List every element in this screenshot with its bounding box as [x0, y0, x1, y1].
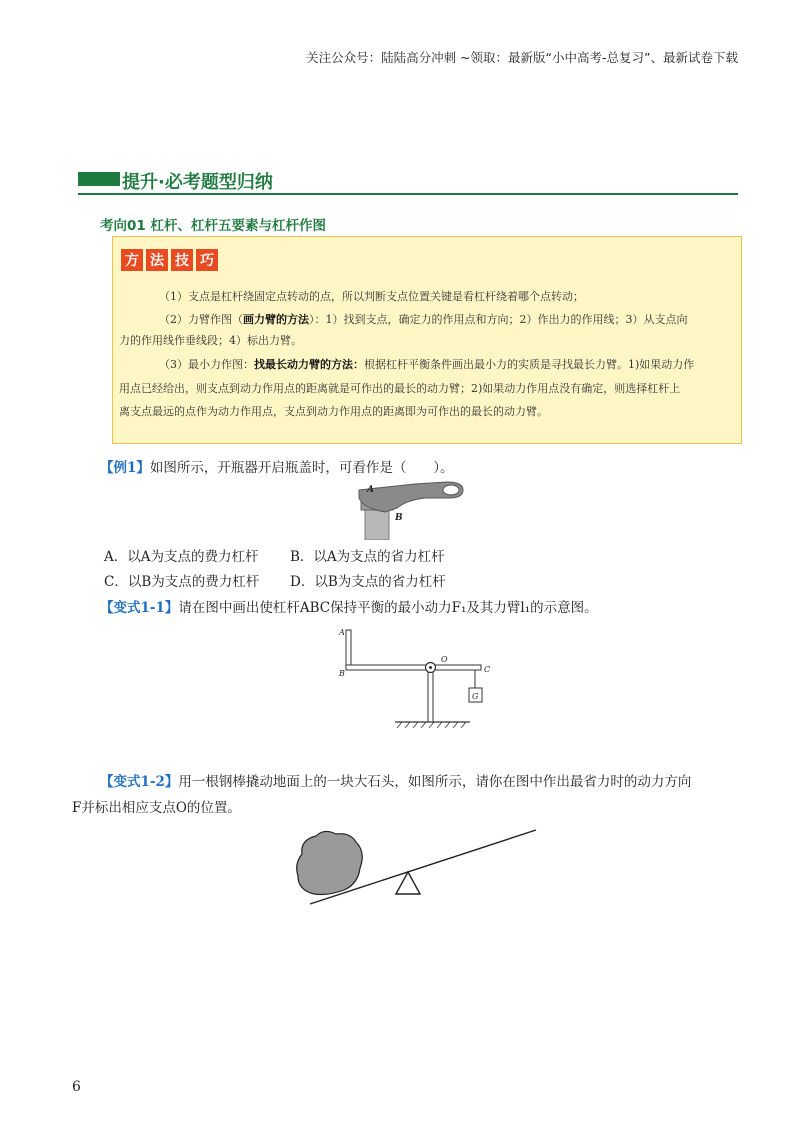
- tips-box: [112, 236, 742, 444]
- tip-line-2: [159, 312, 688, 328]
- variant-1-1-text: 请在图中画出使杠杆ABC保持平衡的最小动力F₁及其力臂l₁的示意图。: [178, 600, 598, 616]
- tip-line-4-pre: （3）最小力作图：: [159, 358, 254, 371]
- tip-line-4-bold: 找最长动力臂的方法：: [254, 358, 364, 371]
- option-d: D．以B为支点的省力杠杆: [290, 574, 446, 590]
- ground-hatch: [397, 722, 466, 728]
- section-title: 提升·必考题型归纳: [122, 172, 273, 193]
- section-underline: [78, 193, 738, 195]
- tips-badge-char: 巧: [196, 249, 218, 271]
- topic-heading: 考向01 杠杆、杠杆五要素与杠杆作图: [100, 218, 326, 234]
- page-number: 6: [72, 1079, 81, 1095]
- tip-line-4-post: 根据杠杆平衡条件画出最小力的实质是寻找最长力臂。1)如果动力作: [364, 358, 695, 371]
- example-1-text: 如图所示，开瓶器开启瓶盖时，可看作是（ ）。: [149, 460, 454, 476]
- label-o: O: [441, 655, 448, 664]
- tip-line-2-bold: 画力臂的方法: [243, 313, 309, 326]
- variant-1-1-tag: 【变式1-1】: [100, 600, 179, 616]
- option-b: B．以A为支点的省力杠杆: [290, 549, 445, 565]
- variant-1-2-question: [100, 770, 691, 790]
- tip-line-2-pre: （2）力臂作图（: [159, 313, 243, 326]
- variant-1-2-text-line-2: F并标出相应支点O的位置。: [72, 800, 241, 816]
- section-bar-decoration: [78, 172, 120, 186]
- variant-1-2-text-line-1: 用一根钢棒撬动地面上的一块大石头，如图所示，请你在图中作出最省力时的动力方向: [178, 774, 692, 790]
- tips-badge-char: 方: [121, 249, 143, 271]
- label-a: A: [339, 628, 345, 637]
- opener-hole-shape: [443, 485, 459, 495]
- lever-arm-ab: [346, 630, 351, 670]
- lever-abc-figure: [335, 622, 500, 734]
- variant-1-2-tag: 【变式1-2】: [100, 774, 179, 790]
- figure-label-a: A: [367, 485, 374, 495]
- figure-label-b: B: [395, 513, 403, 523]
- label-c: C: [484, 665, 491, 674]
- tips-badge-char: 技: [171, 249, 193, 271]
- tip-line-3: 力的作用线作垂线段；4）标出力臂。: [119, 334, 302, 347]
- crowbar-rock-figure: [292, 824, 542, 906]
- example-1-tag: 【例1】: [100, 460, 150, 476]
- lever-arm-bc: [346, 665, 481, 670]
- variant-1-1-question: [100, 596, 598, 616]
- rock-shape: [297, 831, 363, 894]
- option-a: A．以A为支点的费力杠杆: [104, 549, 259, 565]
- pivot-center-dot: [429, 666, 432, 669]
- tip-line-4: [159, 357, 694, 373]
- tip-line-1: （1）支点是杠杆绕固定点转动的点，所以判断支点位置关键是看杠杆绕着哪个点转动；: [159, 290, 584, 303]
- tip-line-5: 用点已经给出，则支点到动力作用点的距离就是可作出的最长的动力臂；2)如果动力作用点没有确定，则选择杠杆上: [119, 382, 681, 395]
- tip-line-2-post: ）：1）找到支点，确定力的作用点和方向；2）作出力的作用线；3）从支点向: [309, 313, 688, 326]
- header-note: 关注公众号：陆陆高分冲刺 ~领取：最新版“小中高考-总复习”、最新试卷下载: [306, 50, 738, 65]
- example-1-question: [100, 456, 454, 476]
- tips-badge: [121, 249, 218, 271]
- tips-badge-char: 法: [146, 249, 168, 271]
- support-post: [428, 670, 433, 722]
- label-b: B: [339, 669, 345, 678]
- label-g: G: [472, 692, 479, 701]
- option-c: C．以B为支点的费力杠杆: [104, 574, 260, 590]
- bottle-opener-figure: [355, 478, 467, 540]
- tip-line-6: 离支点最远的点作为动力作用点，支点到动力作用点的距离即为可作出的最长的动力臂。: [119, 405, 548, 418]
